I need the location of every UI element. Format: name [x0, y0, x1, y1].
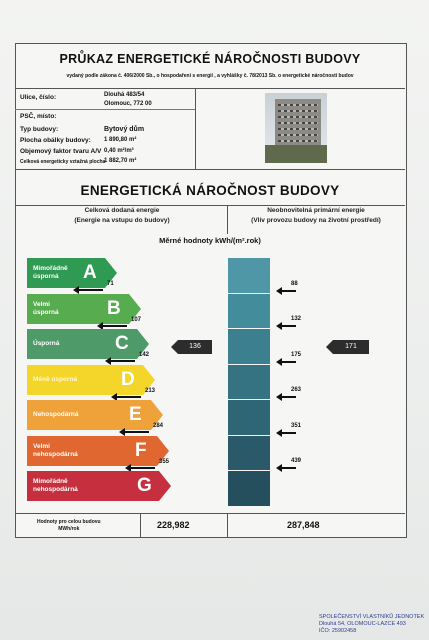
factor-label: Objemový faktor tvaru A/V [20, 148, 102, 155]
address-label: Ulice, číslo: [20, 94, 57, 101]
class-limit-value: 355 [159, 458, 170, 465]
primary-limit-arrow [276, 429, 296, 437]
primary-heading-line-1: Neobnovitelná primární energie [267, 207, 365, 214]
energy-class-band [27, 258, 117, 288]
energy-class-letter: F [135, 439, 147, 461]
energy-class-letter: C [115, 333, 129, 354]
stamp-line-3: IČO: 25902458 [319, 628, 357, 634]
section-title: ENERGETICKÁ NÁROČNOST BUDOVY [80, 183, 340, 198]
totals-label [37, 519, 101, 533]
area-value: 1 882,70 m² [104, 158, 137, 164]
primary-rating-value: 171 [345, 343, 357, 350]
heading-divider [227, 206, 228, 234]
class-limit-value: 213 [145, 387, 156, 394]
primary-limit-value: 263 [291, 387, 302, 393]
energy-class-letter: D [121, 368, 135, 390]
primary-limit-value: 88 [291, 280, 298, 287]
totals-label-line-2: MWh/rok [58, 526, 80, 532]
energy-class-label: Mimořádně úsporná [33, 265, 68, 280]
primary-column-segment [228, 294, 270, 329]
delivered-energy-heading [18, 207, 226, 235]
energy-class-label: Úsporná [33, 340, 60, 347]
energy-class-band [27, 400, 163, 430]
stamp-line-1: SPOLEČENSTVÍ VLASTNÍKŮ JEDNOTEK [319, 614, 425, 620]
primary-column-segment [228, 436, 270, 471]
class-limit-value: 284 [153, 423, 164, 429]
delivered-marker-tip [171, 340, 178, 354]
class-limit-value: 142 [139, 352, 150, 358]
city-value: Olomouc, 772 00 [104, 101, 152, 107]
energy-class-label: Nehospodárná [33, 411, 79, 418]
energy-class-band [27, 365, 155, 395]
energy-class-letter: G [137, 475, 152, 496]
info-column-divider [195, 89, 196, 169]
section-header [15, 170, 405, 206]
delivered-rating-marker [178, 340, 212, 354]
energy-class-band [27, 329, 149, 359]
class-limit-value: 107 [131, 316, 142, 323]
energy-class-letter: E [129, 404, 142, 425]
factor-value: 0,40 m²/m³ [104, 148, 134, 154]
delivered-rating-value: 136 [189, 343, 201, 350]
delivered-heading-line-2: (Energie na vstupu do budovy) [74, 217, 170, 224]
totals-divider-2 [227, 514, 228, 537]
primary-total: 287,848 [287, 520, 320, 530]
primary-energy-column [228, 258, 270, 507]
energy-class-letter: A [83, 262, 97, 283]
energy-class-band [27, 471, 171, 501]
delivered-total: 228,982 [157, 520, 190, 530]
info-divider [15, 109, 195, 110]
primary-limit-arrow [276, 358, 296, 366]
building-info [15, 89, 405, 170]
envelope-value: 1 890,80 m² [104, 137, 137, 143]
certificate-title: PRŮKAZ ENERGETICKÉ NÁROČNOSTI BUDOVY [59, 52, 361, 66]
title-box [15, 43, 405, 89]
city-label: PSČ, místo: [20, 113, 57, 120]
type-label: Typ budovy: [20, 126, 59, 133]
energy-class-label: Méně úsporná [33, 375, 78, 383]
energy-class-label: Velmi nehospodárná [33, 442, 78, 458]
primary-marker-tip [326, 340, 333, 354]
totals-row [15, 513, 405, 537]
primary-limit-value: 351 [291, 422, 302, 429]
primary-column-segment [228, 365, 270, 400]
type-value: Bytový dům [104, 126, 145, 133]
primary-limit-value: 132 [291, 316, 302, 322]
certificate-subtitle: vydaný podle zákona č. 406/2000 Sb., o hospodaření s energií , a vyhlášky č. 78/2013 Sb. o energetické náročnosti budov [66, 73, 354, 79]
stamp-line-2: Dlouhá 54, OLOMOUC-LAZCE 493 [319, 621, 406, 627]
address-value: Dlouhá 483/54 [104, 92, 145, 98]
primary-column-segment [228, 471, 270, 506]
totals-label-line-1: Hodnoty pro celou budovu [37, 519, 101, 525]
energy-class-label: Mimořádně nehospodárná [33, 478, 78, 493]
primary-rating-marker [333, 340, 369, 354]
delivered-heading-line-1: Celková dodaná energie [84, 207, 160, 214]
envelope-label: Plocha obálky budovy: [20, 137, 91, 144]
primary-limit-arrow [276, 393, 296, 401]
owner-stamp [319, 614, 424, 635]
building-photo [265, 93, 327, 163]
primary-energy-heading [229, 207, 403, 235]
primary-limit-arrow [276, 464, 296, 472]
energy-class-band [27, 436, 169, 466]
totals-divider-1 [140, 514, 141, 537]
primary-column-segment [228, 258, 270, 293]
primary-limit-value: 175 [291, 351, 302, 358]
units-label: Měrné hodnoty kWh/(m².rok) [159, 236, 261, 245]
primary-column-segment [228, 400, 270, 435]
primary-limit-arrow [276, 287, 296, 295]
primary-limit-value: 439 [291, 458, 302, 464]
primary-heading-line-2: (Vliv provozu budovy na životní prostředí) [251, 217, 381, 224]
primary-column-segment [228, 329, 270, 364]
primary-limit-arrow [276, 322, 296, 330]
energy-class-label: Velmi úsporná [33, 300, 59, 316]
area-label: Celková energeticky vztažná plocha [20, 159, 106, 165]
energy-class-band [27, 294, 141, 324]
class-limit-value: 71 [107, 281, 114, 287]
energy-class-letter: B [107, 297, 121, 319]
trees-image [265, 145, 327, 163]
